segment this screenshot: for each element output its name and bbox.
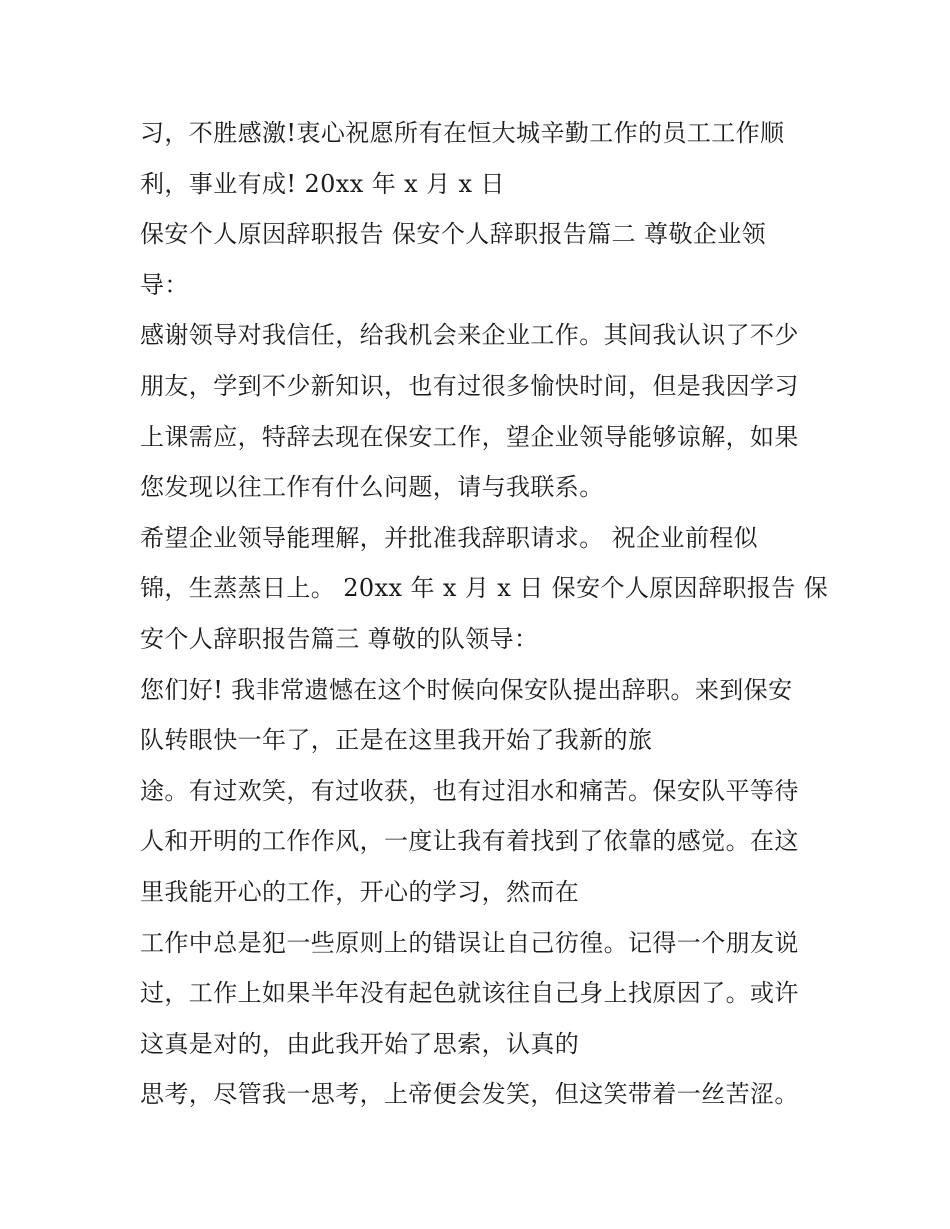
text-line-13: 队转眼快一年了，正是在这里我开始了我新的旅 [140, 726, 653, 755]
text-line-17: 工作中总是犯一些原则上的错误让自己彷徨。记得一个朋友说 [140, 928, 799, 957]
text-line-16: 里我能开心的工作，开心的学习，然而在 [140, 877, 580, 906]
text-line-10: 锦，生蒸蒸日上。 20xx 年 x 月 x 日 保安个人原因辞职报告 保 [140, 574, 829, 603]
text-line-12: 您们好! 我非常遗憾在这个时候向保安队提出辞职。来到保安 [140, 675, 793, 704]
text-line-15: 人和开明的工作作风，一度让我有着找到了依靠的感觉。在这 [140, 827, 799, 856]
text-line-11: 安个人辞职报告篇三 尊敬的队领导： [140, 624, 539, 653]
document-body [140, 108, 829, 1120]
text-line-1: 习，不胜感激!衷心祝愿所有在恒大城辛勤工作的员工工作顺 [140, 119, 785, 147]
text-line-3: 保安个人原因辞职报告 保安个人辞职报告篇二 尊敬企业领 [140, 220, 767, 249]
text-line-19: 这真是对的，由此我开始了思索，认真的 [140, 1029, 580, 1058]
text-line-4: 导： [140, 270, 189, 299]
text-line-6: 朋友，学到不少新知识，也有过很多愉快时间，但是我因学习 [140, 371, 799, 400]
text-line-5: 感谢领导对我信任，给我机会来企业工作。其间我认识了不少 [140, 321, 799, 350]
text-line-20: 思考，尽管我一思考，上帝便会发笑，但这笑带着一丝苦涩。 [140, 1080, 799, 1109]
text-line-2: 利，事业有成! 20xx 年 x 月 x 日 [140, 169, 505, 198]
text-line-9: 希望企业领导能理解，并批准我辞职请求。 祝企业前程似 [140, 523, 759, 552]
text-line-14: 途。有过欢笑，有过收获，也有过泪水和痛苦。保安队平等待 [140, 776, 799, 805]
text-line-8: 您发现以往工作有什么问题，请与我联系。 [140, 473, 604, 502]
text-line-18: 过，工作上如果半年没有起色就该往自己身上找原因了。或许 [140, 979, 799, 1008]
text-line-7: 上课需应，特辞去现在保安工作，望企业领导能够谅解，如果 [140, 422, 799, 451]
